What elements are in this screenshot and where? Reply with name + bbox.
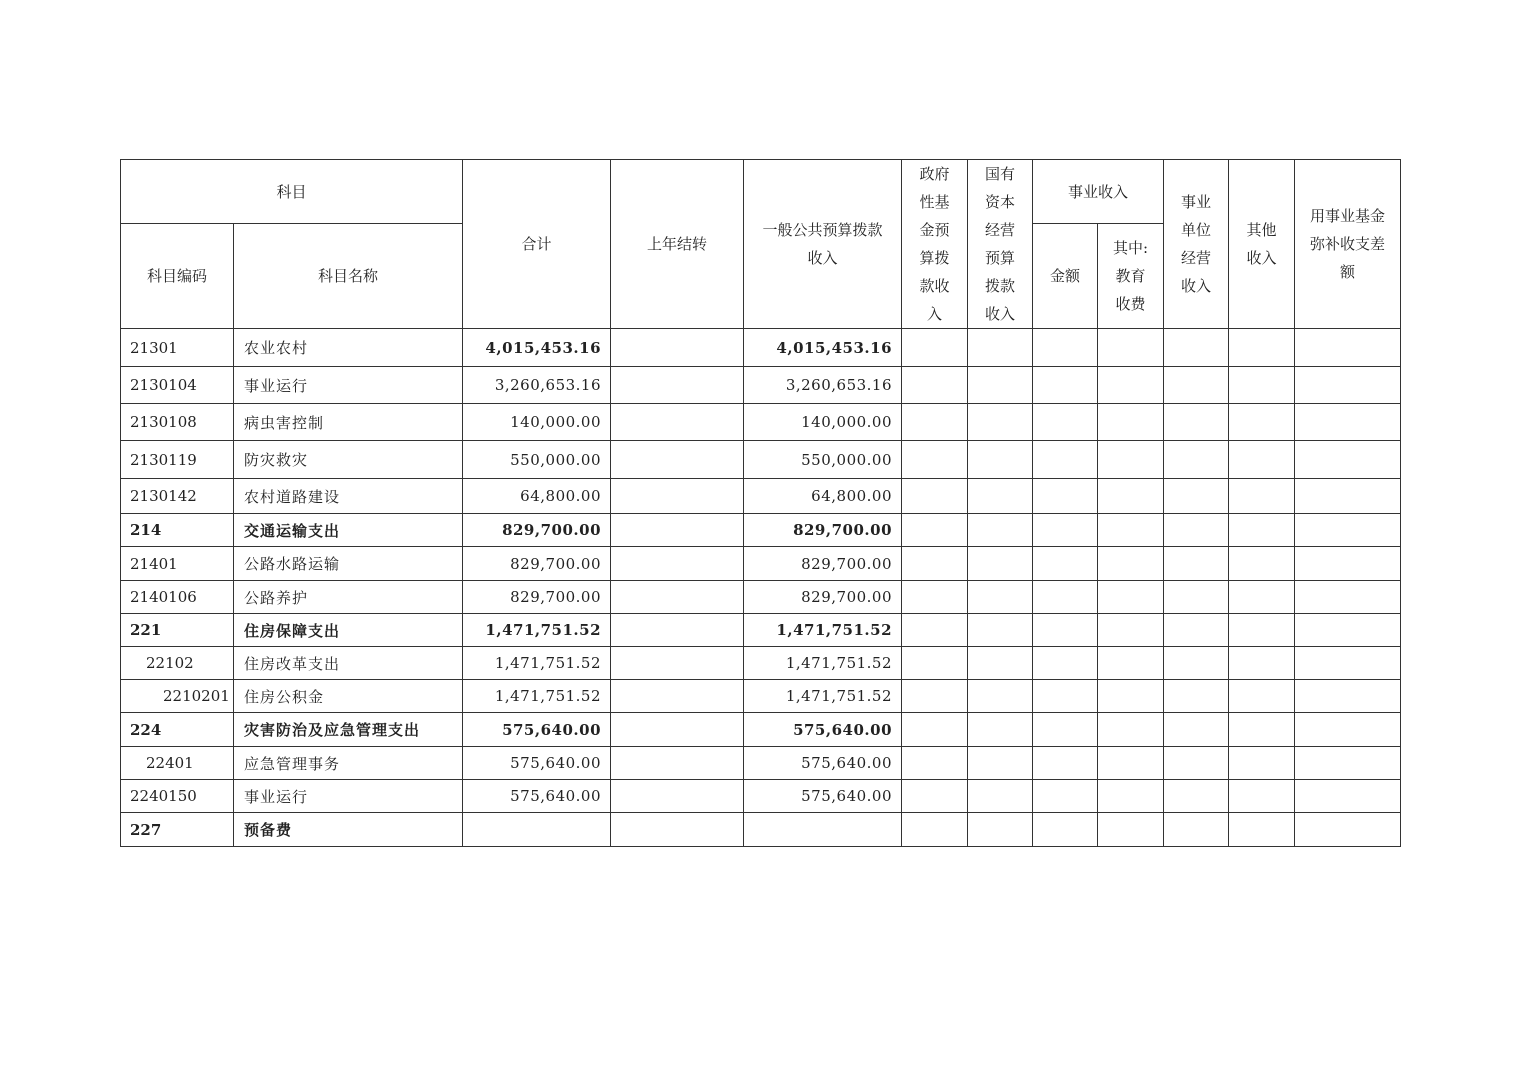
subject-code-cell: 2240150 xyxy=(121,780,234,813)
subject-code-cell: 22102 xyxy=(121,647,234,680)
empty-cell xyxy=(1229,404,1295,441)
header-line: 一般公共预算拨款 xyxy=(762,221,883,239)
empty-cell xyxy=(1164,367,1229,404)
empty-cell xyxy=(1033,780,1098,813)
empty-cell xyxy=(968,780,1033,813)
total-cell: 1,471,751.52 xyxy=(463,647,611,680)
header-line: 其中: xyxy=(1112,239,1149,258)
header-line: 单位 xyxy=(1181,221,1212,239)
total-cell: 1,471,751.52 xyxy=(463,614,611,647)
table-row xyxy=(121,367,1401,404)
subject-name-cell: 事业运行 xyxy=(234,780,463,813)
total-cell: 575,640.00 xyxy=(463,713,611,747)
subject-code-cell: 21301 xyxy=(121,329,234,367)
empty-cell xyxy=(1164,404,1229,441)
empty-cell xyxy=(1295,547,1401,581)
header-line: 用事业基金 xyxy=(1310,207,1386,225)
empty-cell xyxy=(1295,514,1401,547)
header-business-income: 事业收入 xyxy=(1033,160,1164,224)
empty-cell xyxy=(1098,547,1164,581)
empty-cell xyxy=(902,329,968,367)
total-cell: 64,800.00 xyxy=(463,479,611,514)
general-budget-cell: 575,640.00 xyxy=(744,780,902,813)
empty-cell xyxy=(1164,713,1229,747)
table-row xyxy=(121,547,1401,581)
empty-cell xyxy=(1295,780,1401,813)
empty-cell xyxy=(968,813,1033,847)
header-line: 额 xyxy=(1340,263,1356,281)
empty-cell xyxy=(1033,441,1098,479)
budget-table xyxy=(120,159,1401,847)
total-cell xyxy=(463,813,611,847)
empty-cell xyxy=(1295,680,1401,713)
header-line: 入 xyxy=(927,305,943,323)
empty-cell xyxy=(1098,479,1164,514)
prior-year-cell xyxy=(611,404,744,441)
subject-code-cell: 214 xyxy=(121,514,234,547)
empty-cell xyxy=(1229,713,1295,747)
subject-name-cell: 公路养护 xyxy=(234,581,463,614)
prior-year-cell xyxy=(611,367,744,404)
header-line: 收入 xyxy=(807,249,838,267)
table-row xyxy=(121,581,1401,614)
total-cell: 575,640.00 xyxy=(463,747,611,780)
empty-cell xyxy=(1098,780,1164,813)
empty-cell xyxy=(968,514,1033,547)
empty-cell xyxy=(1295,441,1401,479)
empty-cell xyxy=(1164,647,1229,680)
subject-name-cell: 事业运行 xyxy=(234,367,463,404)
header-general-public-budget xyxy=(744,160,902,329)
empty-cell xyxy=(1033,647,1098,680)
header-line: 收入 xyxy=(1246,249,1277,267)
empty-cell xyxy=(1295,614,1401,647)
subject-name-cell: 应急管理事务 xyxy=(234,747,463,780)
empty-cell xyxy=(1098,441,1164,479)
table-body xyxy=(121,329,1401,847)
empty-cell xyxy=(1033,329,1098,367)
header-line: 收入 xyxy=(985,305,1016,323)
general-budget-cell: 829,700.00 xyxy=(744,514,902,547)
subject-name-cell: 交通运输支出 xyxy=(234,514,463,547)
empty-cell xyxy=(968,367,1033,404)
header-gov-fund xyxy=(902,160,968,329)
subject-code-cell: 22401 xyxy=(121,747,234,780)
empty-cell xyxy=(1229,547,1295,581)
empty-cell xyxy=(1033,713,1098,747)
general-budget-cell: 575,640.00 xyxy=(744,747,902,780)
empty-cell xyxy=(1098,713,1164,747)
empty-cell xyxy=(1295,647,1401,680)
empty-cell xyxy=(1295,404,1401,441)
prior-year-cell xyxy=(611,813,744,847)
subject-code-cell: 2140106 xyxy=(121,581,234,614)
total-cell: 829,700.00 xyxy=(463,547,611,581)
general-budget-cell: 550,000.00 xyxy=(744,441,902,479)
empty-cell xyxy=(902,780,968,813)
empty-cell xyxy=(1033,614,1098,647)
empty-cell xyxy=(1295,581,1401,614)
total-cell: 575,640.00 xyxy=(463,780,611,813)
empty-cell xyxy=(902,713,968,747)
prior-year-cell xyxy=(611,329,744,367)
empty-cell xyxy=(1098,404,1164,441)
prior-year-cell xyxy=(611,647,744,680)
header-line: 性基 xyxy=(919,193,950,211)
empty-cell xyxy=(902,404,968,441)
total-cell: 3,260,653.16 xyxy=(463,367,611,404)
subject-code-cell: 2130108 xyxy=(121,404,234,441)
subject-code-cell: 2130119 xyxy=(121,441,234,479)
empty-cell xyxy=(1098,367,1164,404)
empty-cell xyxy=(1164,813,1229,847)
header-line: 金预 xyxy=(919,221,950,239)
prior-year-cell xyxy=(611,514,744,547)
empty-cell xyxy=(968,547,1033,581)
header-fund-makeup xyxy=(1295,160,1401,329)
general-budget-cell: 829,700.00 xyxy=(744,581,902,614)
table-row xyxy=(121,813,1401,847)
empty-cell xyxy=(1098,329,1164,367)
empty-cell xyxy=(968,441,1033,479)
empty-cell xyxy=(1164,514,1229,547)
empty-cell xyxy=(1229,581,1295,614)
empty-cell xyxy=(902,747,968,780)
empty-cell xyxy=(1033,813,1098,847)
header-line: 经营 xyxy=(1181,249,1212,267)
empty-cell xyxy=(1098,647,1164,680)
empty-cell xyxy=(1295,329,1401,367)
header-unit-operating xyxy=(1164,160,1229,329)
empty-cell xyxy=(1229,780,1295,813)
general-budget-cell: 829,700.00 xyxy=(744,547,902,581)
total-cell: 140,000.00 xyxy=(463,404,611,441)
empty-cell xyxy=(1164,747,1229,780)
empty-cell xyxy=(1295,813,1401,847)
header-line: 弥补收支差 xyxy=(1310,235,1386,253)
table-header xyxy=(121,160,1401,329)
empty-cell xyxy=(1229,514,1295,547)
empty-cell xyxy=(1033,514,1098,547)
subject-name-cell: 农业农村 xyxy=(234,329,463,367)
prior-year-cell xyxy=(611,747,744,780)
general-budget-cell xyxy=(744,813,902,847)
header-education-fee xyxy=(1098,224,1164,329)
general-budget-cell: 64,800.00 xyxy=(744,479,902,514)
header-line: 拨款 xyxy=(985,277,1016,295)
empty-cell xyxy=(1229,747,1295,780)
header-line: 预算 xyxy=(985,249,1016,267)
empty-cell xyxy=(968,713,1033,747)
header-line: 经营 xyxy=(985,221,1016,239)
empty-cell xyxy=(902,441,968,479)
empty-cell xyxy=(968,581,1033,614)
empty-cell xyxy=(1164,614,1229,647)
table-row xyxy=(121,647,1401,680)
empty-cell xyxy=(1098,680,1164,713)
header-line: 收费 xyxy=(1115,295,1146,314)
subject-name-cell: 公路水路运输 xyxy=(234,547,463,581)
empty-cell xyxy=(1033,747,1098,780)
header-amount: 金额 xyxy=(1033,224,1098,329)
empty-cell xyxy=(902,647,968,680)
subject-code-cell: 2210201 xyxy=(121,680,234,713)
subject-code-cell: 2130142 xyxy=(121,479,234,514)
table-row xyxy=(121,479,1401,514)
empty-cell xyxy=(1033,680,1098,713)
prior-year-cell xyxy=(611,479,744,514)
table-row xyxy=(121,441,1401,479)
subject-code-cell: 224 xyxy=(121,713,234,747)
total-cell: 829,700.00 xyxy=(463,514,611,547)
general-budget-cell: 1,471,751.52 xyxy=(744,647,902,680)
subject-name-cell: 防灾救灾 xyxy=(234,441,463,479)
header-line: 国有 xyxy=(985,165,1016,183)
empty-cell xyxy=(1033,581,1098,614)
empty-cell xyxy=(968,680,1033,713)
subject-name-cell: 住房保障支出 xyxy=(234,614,463,647)
empty-cell xyxy=(1164,581,1229,614)
header-state-capital xyxy=(968,160,1033,329)
empty-cell xyxy=(902,813,968,847)
table-row xyxy=(121,404,1401,441)
header-line: 其他 xyxy=(1246,221,1277,239)
empty-cell xyxy=(1033,367,1098,404)
general-budget-cell: 1,471,751.52 xyxy=(744,680,902,713)
subject-code-cell: 221 xyxy=(121,614,234,647)
empty-cell xyxy=(968,747,1033,780)
empty-cell xyxy=(1033,404,1098,441)
empty-cell xyxy=(1164,329,1229,367)
total-cell: 4,015,453.16 xyxy=(463,329,611,367)
empty-cell xyxy=(1164,441,1229,479)
empty-cell xyxy=(902,514,968,547)
empty-cell xyxy=(1164,479,1229,514)
subject-code-cell: 21401 xyxy=(121,547,234,581)
subject-name-cell: 预备费 xyxy=(234,813,463,847)
empty-cell xyxy=(968,479,1033,514)
header-other-income xyxy=(1229,160,1295,329)
empty-cell xyxy=(1229,813,1295,847)
table-row xyxy=(121,713,1401,747)
table-row xyxy=(121,747,1401,780)
prior-year-cell xyxy=(611,713,744,747)
subject-name-cell: 住房公积金 xyxy=(234,680,463,713)
header-subject: 科目 xyxy=(121,160,463,224)
subject-code-cell: 227 xyxy=(121,813,234,847)
empty-cell xyxy=(1164,680,1229,713)
subject-code-cell: 2130104 xyxy=(121,367,234,404)
prior-year-cell xyxy=(611,581,744,614)
prior-year-cell xyxy=(611,780,744,813)
header-total: 合计 xyxy=(463,160,611,329)
subject-name-cell: 病虫害控制 xyxy=(234,404,463,441)
empty-cell xyxy=(902,614,968,647)
empty-cell xyxy=(1229,479,1295,514)
prior-year-cell xyxy=(611,441,744,479)
header-subject-name: 科目名称 xyxy=(234,224,463,329)
empty-cell xyxy=(1164,547,1229,581)
header-line: 款收 xyxy=(919,277,950,295)
table-row xyxy=(121,614,1401,647)
subject-name-cell: 灾害防治及应急管理支出 xyxy=(234,713,463,747)
table-row xyxy=(121,780,1401,813)
total-cell: 829,700.00 xyxy=(463,581,611,614)
general-budget-cell: 1,471,751.52 xyxy=(744,614,902,647)
empty-cell xyxy=(1229,680,1295,713)
header-line: 收入 xyxy=(1181,277,1212,295)
subject-name-cell: 住房改革支出 xyxy=(234,647,463,680)
empty-cell xyxy=(902,367,968,404)
empty-cell xyxy=(968,647,1033,680)
prior-year-cell xyxy=(611,680,744,713)
empty-cell xyxy=(902,479,968,514)
empty-cell xyxy=(1229,614,1295,647)
empty-cell xyxy=(968,404,1033,441)
header-line: 资本 xyxy=(985,193,1016,211)
header-line: 教育 xyxy=(1115,267,1146,286)
empty-cell xyxy=(902,547,968,581)
empty-cell xyxy=(1098,614,1164,647)
empty-cell xyxy=(1098,747,1164,780)
table-row xyxy=(121,514,1401,547)
header-line: 算拨 xyxy=(919,249,950,267)
total-cell: 550,000.00 xyxy=(463,441,611,479)
empty-cell xyxy=(1229,329,1295,367)
empty-cell xyxy=(1229,367,1295,404)
general-budget-cell: 3,260,653.16 xyxy=(744,367,902,404)
header-prior-year-carryover: 上年结转 xyxy=(611,160,744,329)
empty-cell xyxy=(1229,441,1295,479)
empty-cell xyxy=(1295,367,1401,404)
empty-cell xyxy=(968,329,1033,367)
empty-cell xyxy=(1295,713,1401,747)
subject-name-cell: 农村道路建设 xyxy=(234,479,463,514)
general-budget-cell: 4,015,453.16 xyxy=(744,329,902,367)
prior-year-cell xyxy=(611,547,744,581)
empty-cell xyxy=(1033,479,1098,514)
empty-cell xyxy=(902,680,968,713)
empty-cell xyxy=(1098,514,1164,547)
general-budget-cell: 140,000.00 xyxy=(744,404,902,441)
total-cell: 1,471,751.52 xyxy=(463,680,611,713)
table-row xyxy=(121,680,1401,713)
empty-cell xyxy=(1164,780,1229,813)
header-line: 政府 xyxy=(919,165,950,183)
empty-cell xyxy=(968,614,1033,647)
empty-cell xyxy=(1295,479,1401,514)
prior-year-cell xyxy=(611,614,744,647)
empty-cell xyxy=(1098,813,1164,847)
table-row xyxy=(121,329,1401,367)
empty-cell xyxy=(1229,647,1295,680)
empty-cell xyxy=(1098,581,1164,614)
header-line: 事业 xyxy=(1181,193,1212,211)
empty-cell xyxy=(902,581,968,614)
empty-cell xyxy=(1295,747,1401,780)
header-subject-code: 科目编码 xyxy=(121,224,234,329)
empty-cell xyxy=(1033,547,1098,581)
general-budget-cell: 575,640.00 xyxy=(744,713,902,747)
